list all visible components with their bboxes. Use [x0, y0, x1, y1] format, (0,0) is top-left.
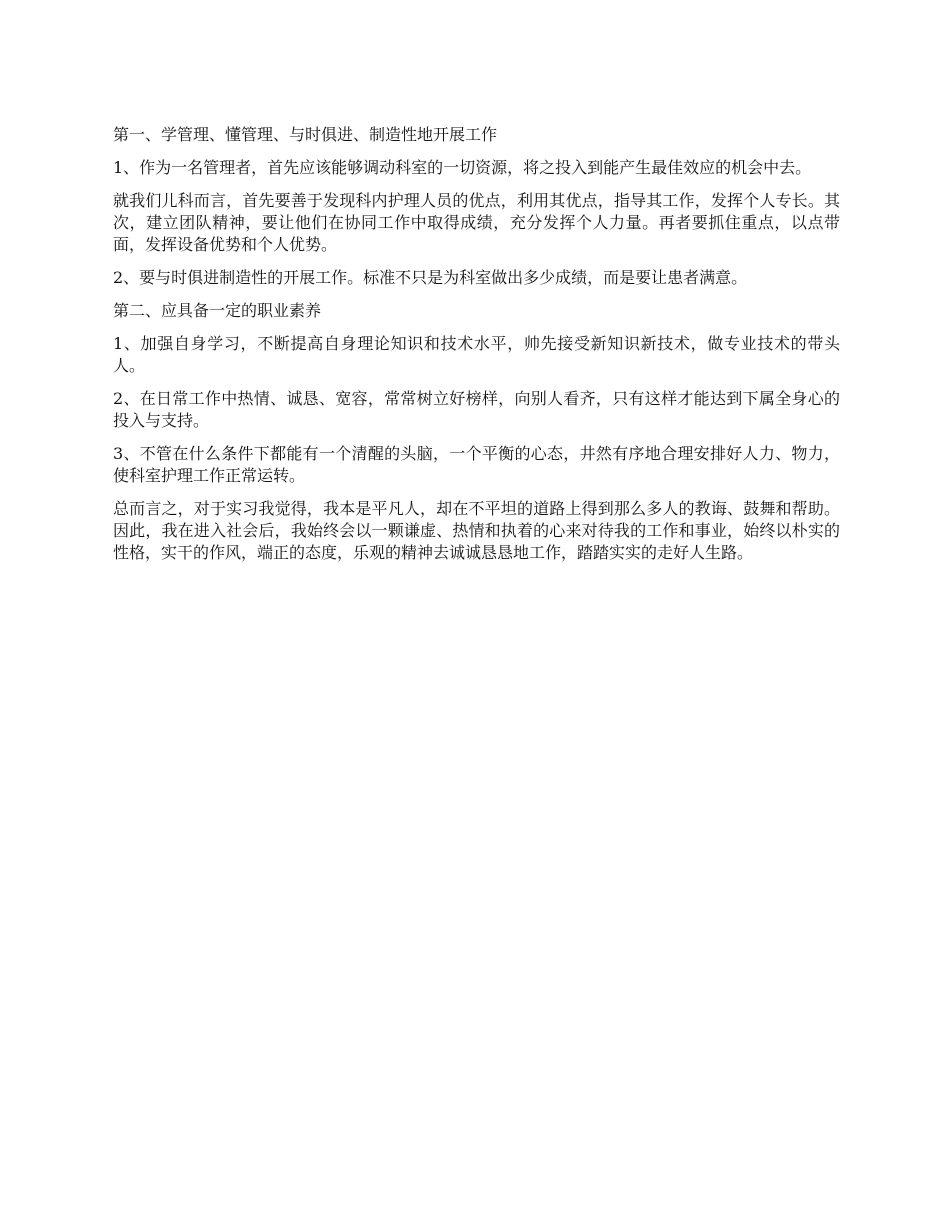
- section-heading-2: 第二、应具备一定的职业素养: [113, 301, 322, 320]
- document-body: [113, 124, 840, 575]
- section-heading-1: 第一、学管理、懂管理、与时俱进、制造性地开展工作: [113, 125, 498, 144]
- paragraph: 2、在日常工作中热情、诚恳、宽容，常常树立好榜样，向别人看齐，只有这样才能达到下属全身心的投入与支持。: [113, 389, 840, 430]
- paragraph: 1、加强自身学习，不断提高自身理论知识和技术水平，帅先接受新知识新技术，做专业技术的带头人。: [113, 334, 840, 375]
- paragraph: 2、要与时俱进制造性的开展工作。标准不只是为科室做出多少成绩，而是要让患者满意。: [113, 268, 748, 287]
- conclusion-paragraph: 总而言之，对于实习我觉得，我本是平凡人，却在不平坦的道路上得到那么多人的教诲、鼓舞和帮助。因此，我在进入社会后，我始终会以一颗谦虚、热情和执着的心来对待我的工作和事业，始终以朴实的性格，实干的作风，端正的态度，乐观的精神去诚诚恳恳地工作，踏踏实实的走好人生路。: [113, 499, 840, 562]
- paragraph: 3、不管在什么条件下都能有一个清醒的头脑，一个平衡的心态，井然有序地合理安排好人力、物力，使科室护理工作正常运转。: [113, 444, 840, 485]
- paragraph: 1、作为一名管理者，首先应该能够调动科室的一切资源，将之投入到能产生最佳效应的机会中去。: [113, 158, 812, 177]
- paragraph: 就我们儿科而言，首先要善于发现科内护理人员的优点，利用其优点，指导其工作，发挥个人专长。其次，建立团队精神，要让他们在协同工作中取得成绩，充分发挥个人力量。再者要抓住重点，以点带面，发挥设备优势和个人优势。: [113, 191, 840, 254]
